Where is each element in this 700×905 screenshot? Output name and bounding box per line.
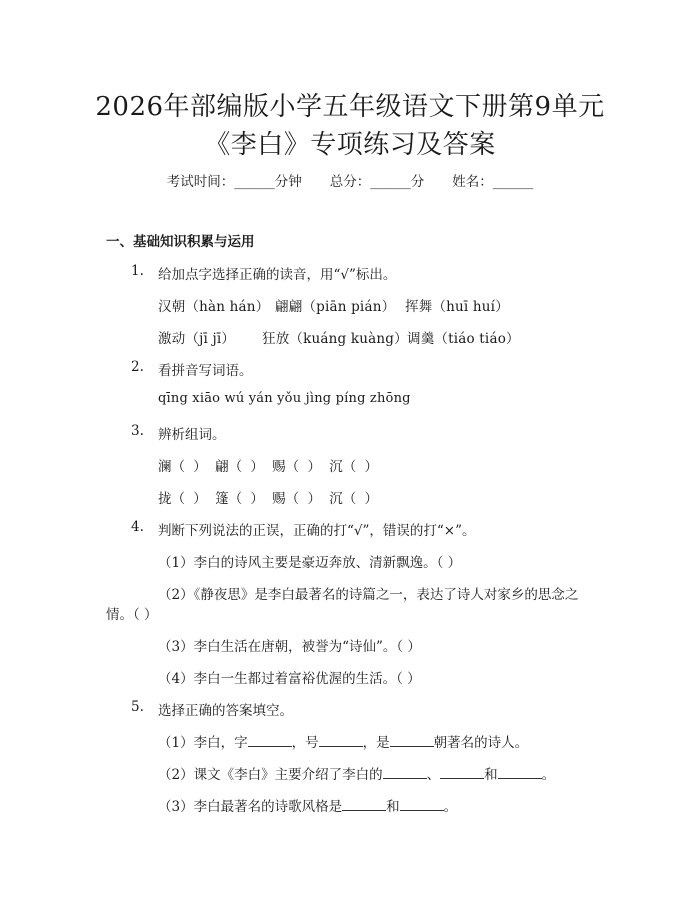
q2-text: 看拼音写词语。 <box>158 363 253 379</box>
title-line-1: 2026年部编版小学五年级语文下册第9单元 <box>95 92 605 122</box>
q2-pinyin: qīng xiāo wú yán yǒu jìng píng zhōng <box>158 391 411 406</box>
q4-item: （2）《静夜思》是李白最著名的诗篇之一，表达了诗人对家乡的思念之 <box>158 587 579 603</box>
q4-item: （4）李白一生都过着富裕优渥的生活。（ ） <box>158 671 421 687</box>
q1-option: 激动（jī jī） <box>158 331 236 347</box>
q5-item-3 <box>158 795 457 815</box>
q2-number: 2. <box>131 359 144 375</box>
q5-1-text: 朝著名的诗人。 <box>433 735 529 751</box>
q3-row: 拢（ ） 篷（ ） 赐（ ） 沉（ ） <box>158 491 379 507</box>
q5-item-1 <box>158 731 528 751</box>
q4-item-continued: 情。（ ） <box>106 607 158 623</box>
q5-3-text: 。 <box>443 799 458 815</box>
q1-option: 调羹（tiáo tiáo） <box>407 331 520 347</box>
student-name: 姓名：______ <box>452 174 534 190</box>
answer-blank[interactable] <box>319 734 363 747</box>
q5-item-2 <box>158 763 555 783</box>
title-line-2: 《李白》专项练习及答案 <box>204 130 496 160</box>
q5-2-text: 。 <box>541 767 556 783</box>
q4-item: （3）李白生活在唐朝，被誉为“诗仙”。（ ） <box>158 639 421 655</box>
answer-blank[interactable] <box>400 798 444 811</box>
total-score: 总分：______分 <box>329 174 425 190</box>
q1-option: 挥舞（huī huí） <box>405 299 509 315</box>
q4-item: （1）李白的诗风主要是豪迈奔放、清新飘逸。（ ） <box>158 555 462 571</box>
exam-time: 考试时间：______分钟 <box>166 174 302 190</box>
answer-blank[interactable] <box>440 766 484 779</box>
q1-option: 狂放（kuáng kuàng） <box>262 331 408 347</box>
q3-text: 辨析组词。 <box>158 427 226 443</box>
q5-number: 5. <box>131 699 144 715</box>
q5-1-text: ，是 <box>362 735 390 751</box>
answer-blank[interactable] <box>383 766 427 779</box>
q5-2-text: （2）课文《李白》主要介绍了李白的 <box>158 767 383 783</box>
q3-row: 澜（ ） 翩（ ） 赐（ ） 沉（ ） <box>158 459 379 475</box>
q1-text: 给加点字选择正确的读音，用“√”标出。 <box>158 267 397 283</box>
q5-2-text: 和 <box>484 767 498 783</box>
q4-text: 判断下列说法的正误，正确的打“√”，错误的打“×”。 <box>158 523 476 539</box>
q5-1-text: ，号 <box>291 735 319 751</box>
section-heading: 一、基础知识积累与运用 <box>106 234 255 250</box>
q5-text: 选择正确的答案填空。 <box>158 703 293 719</box>
q5-3-text: 和 <box>386 799 400 815</box>
q5-3-text: （3）李白最著名的诗歌风格是 <box>158 799 343 815</box>
q4-number: 4. <box>131 519 144 535</box>
exam-meta <box>0 170 700 190</box>
q3-number: 3. <box>131 423 144 439</box>
q1-option: 翩翩（piān pián） <box>275 299 396 315</box>
q1-option: 汉朝（hàn hán） <box>158 299 270 315</box>
answer-blank[interactable] <box>390 734 434 747</box>
answer-blank[interactable] <box>342 798 386 811</box>
answer-blank[interactable] <box>498 766 542 779</box>
q5-1-text: （1）李白，字 <box>158 735 248 751</box>
q5-2-text: 、 <box>426 767 441 783</box>
q1-number: 1. <box>131 263 144 279</box>
answer-blank[interactable] <box>248 734 292 747</box>
